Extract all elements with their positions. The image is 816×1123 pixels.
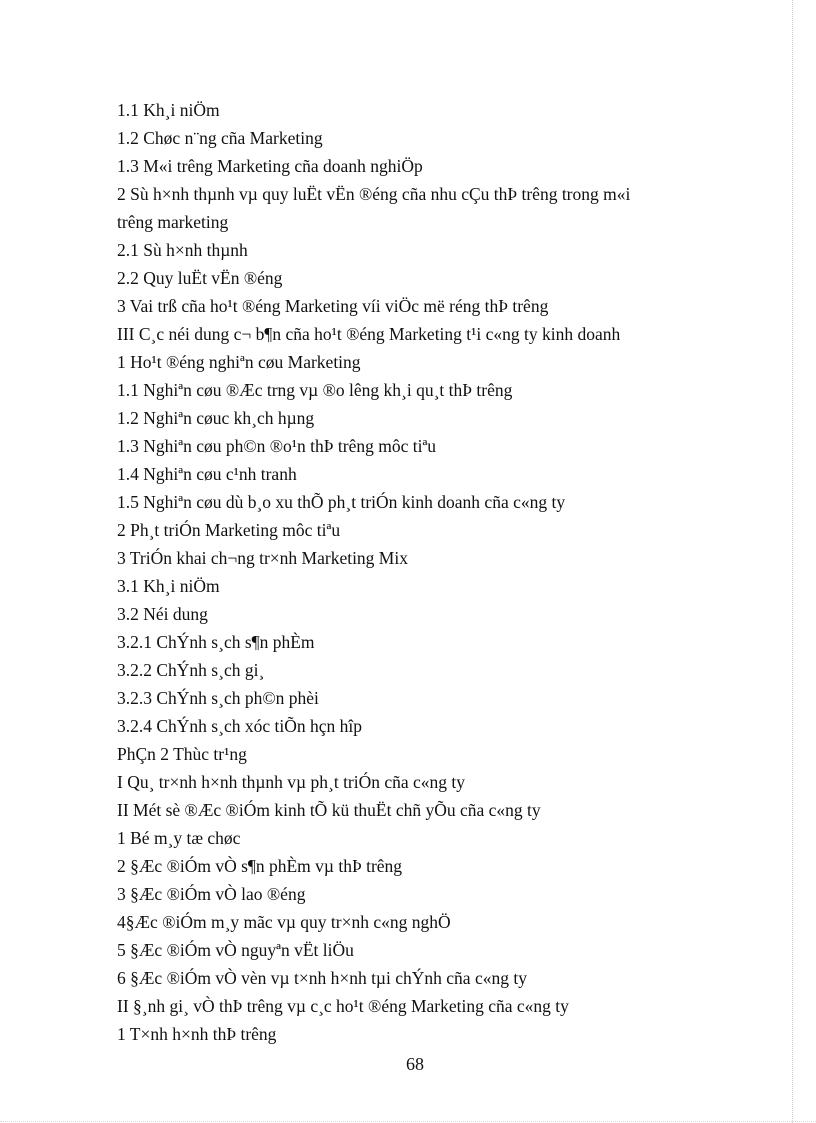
toc-line: 6 §Æc ®iÓm vÒ vèn vµ t×nh h×nh tµi chÝnh cña c«ng ty	[117, 968, 527, 988]
page-number: 68	[406, 1054, 424, 1074]
toc-line: trêng marketing	[117, 212, 229, 232]
toc-line: 2.1 Sù h×nh thµnh	[117, 240, 248, 260]
toc-line: 1.3 M«i trêng Marketing cña doanh nghiÖp	[117, 156, 423, 176]
toc-line: I Qu¸ tr×nh h×nh thµnh vµ ph¸t triÓn cña c«ng ty	[117, 772, 466, 792]
toc-line: 2 Sù h×nh thµnh vµ quy luËt vËn ®éng cña nhu cÇu thÞ trêng trong m«i	[117, 184, 631, 204]
toc-line: 3.2.3 ChÝnh s¸ch ph©n phèi	[117, 688, 319, 708]
toc-line: 1 Ho¹t ®éng nghiªn cøu Marketing	[117, 352, 361, 372]
toc-line: 2.2 Quy luËt vËn ®éng	[117, 268, 283, 288]
toc-line: 1.5 Nghiªn cøu dù b¸o xu thÕ ph¸t triÓn kinh doanh cña c«ng ty	[117, 492, 566, 512]
table-of-contents	[117, 96, 717, 1048]
toc-line: 3 §Æc ®iÓm vÒ lao ®éng	[117, 884, 306, 904]
toc-line: 1 T×nh h×nh thÞ trêng	[117, 1024, 277, 1044]
toc-line: 3.2.4 ChÝnh s¸ch xóc tiÕn hçn hîp	[117, 716, 362, 736]
toc-line: 3.2.1 ChÝnh s¸ch s¶n phÈm	[117, 632, 315, 652]
toc-line: 3 TriÓn khai ch¬ng tr×nh Marketing Mix	[117, 548, 408, 568]
page-edge-right	[792, 0, 793, 1123]
toc-line: II Mét sè ®Æc ®iÓm kinh tÕ kü thuËt chñ yÕu cña c«ng ty	[117, 800, 541, 820]
toc-line: 1.1 Nghiªn cøu ®Æc trng vµ ®o lêng kh¸i qu¸t thÞ trêng	[117, 380, 513, 400]
toc-line: 1.2 Nghiªn cøuc kh¸ch hµng	[117, 408, 315, 428]
toc-line: 1.2 Chøc n¨ng cña Marketing	[117, 128, 323, 148]
toc-line: 1.4 Nghiªn cøu c¹nh tranh	[117, 464, 297, 484]
toc-line: 2 Ph¸t triÓn Marketing môc tiªu	[117, 520, 341, 540]
toc-line: 1.1 Kh¸i niÖm	[117, 100, 220, 120]
toc-line: 5 §Æc ®iÓm vÒ nguyªn vËt liÖu	[117, 940, 354, 960]
toc-line: 3.2 Néi dung	[117, 604, 208, 624]
toc-line: 1 Bé m¸y tæ chøc	[117, 828, 241, 848]
toc-line: 3.1 Kh¸i niÖm	[117, 576, 220, 596]
toc-line: 3 Vai trß cña ho¹t ®éng Marketing víi viÖc më réng thÞ trêng	[117, 296, 549, 316]
toc-line: II §¸nh gi¸ vÒ thÞ trêng vµ c¸c ho¹t ®éng Marketing cña c«ng ty	[117, 996, 569, 1016]
toc-line: 3.2.2 ChÝnh s¸ch gi¸	[117, 660, 265, 680]
toc-line: III C¸c néi dung c¬ b¶n cña ho¹t ®éng Marketing t¹i c«ng ty kinh doanh	[117, 324, 621, 344]
toc-line: 4§Æc ®iÓm m¸y mãc vµ quy tr×nh c«ng nghÖ	[117, 912, 451, 932]
page-edge-bottom	[0, 1121, 816, 1122]
toc-line: 1.3 Nghiªn cøu ph©n ®o¹n thÞ trêng môc tiªu	[117, 436, 437, 456]
toc-line: 2 §Æc ®iÓm vÒ s¶n phÈm vµ thÞ trêng	[117, 856, 403, 876]
toc-line: PhÇn 2 Thùc tr¹ng	[117, 744, 247, 764]
